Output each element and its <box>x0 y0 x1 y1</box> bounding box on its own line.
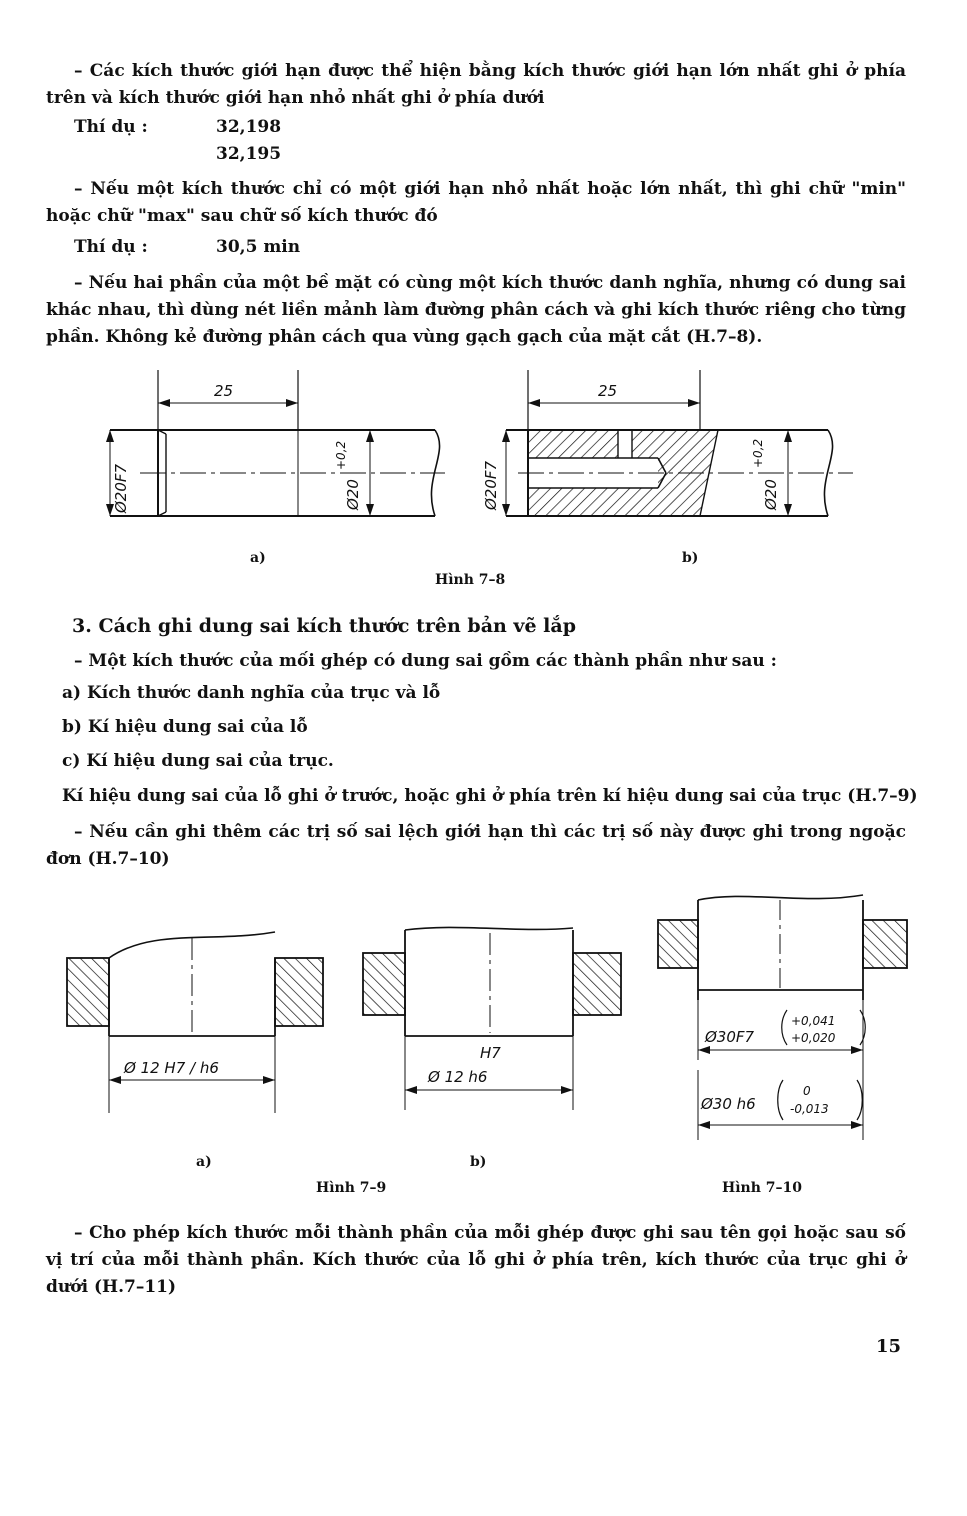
paragraph-min-max: – Nếu một kích thước chỉ có một giới hạn nhỏ nhất hoặc lớn nhất, thì ghi chữ "min" hoặc chữ "max" sau chữ số kích thước đó <box>46 179 906 226</box>
figure-7-8-a <box>100 368 445 528</box>
fig710-shaft-lower-deviation: -0,013 <box>790 1102 829 1116</box>
fig78-sub-b: b) <box>682 550 699 566</box>
fig79-sub-b: b) <box>470 1154 487 1170</box>
fig78b-length-label: 25 <box>598 382 618 400</box>
fig710-shaft-upper-deviation: 0 <box>803 1084 811 1098</box>
paragraph-separation-line: – Nếu hai phần của một bề mặt có cùng một kích thước danh nghĩa, nhưng có dung sai khác nhau, thì dùng nét liền mảnh làm đường phân cách và ghi kích thước riêng cho từng phần. Không kẻ đường phân cách qua vùng gạch gạch của mặt cắt (H.7–8). <box>46 273 906 347</box>
figure-7-10 <box>655 885 910 1150</box>
figure-7-9-b <box>358 918 633 1118</box>
fig710-shaft-diameter: Ø30 h6 <box>701 1095 756 1113</box>
fig710-hole-lower-deviation: +0,020 <box>791 1031 836 1045</box>
section-3-heading: 3. Cách ghi dung sai kích thước trên bản vẽ lắp <box>72 615 576 637</box>
page-number: 15 <box>875 1336 901 1357</box>
example-lower-value: 32,195 <box>216 144 282 164</box>
list-line-1: – Một kích thước của mối ghép có dung sai gồm các thành phần như sau : <box>74 651 777 671</box>
fig710-hole-diameter: Ø30F7 <box>705 1028 755 1046</box>
fig710-caption: Hình 7–10 <box>722 1180 803 1196</box>
fig79a-fit-label: Ø 12 H7 / h6 <box>124 1059 219 1077</box>
fig78a-right-diameter: Ø20 <box>344 479 362 510</box>
fig78b-left-diameter: Ø20F7 <box>482 460 500 510</box>
paragraph-component-sizes: – Cho phép kích thước mỗi thành phần của mỗi ghép được ghi sau tên gọi hoặc sau số vị trí của mỗi thành phần. Kích thước của lỗ ghi ở phía trên, kích thước của trục ghi ở dưới (H.7–11) <box>46 1223 906 1297</box>
example-upper-value: 32,198 <box>216 117 282 137</box>
fig78a-length-label: 25 <box>214 382 234 400</box>
example-label-1: Thí dụ : <box>74 117 148 137</box>
fig710-hole-upper-deviation: +0,041 <box>791 1014 836 1028</box>
fig79b-shaft-tolerance: Ø 12 h6 <box>428 1068 488 1086</box>
paragraph-limit-dimensions: – Các kích thước giới hạn được thể hiện bằng kích thước giới hạn lớn nhất ghi ở phía trên và kích thước giới hạn nhỏ nhất ghi ở phía dưới <box>46 61 906 108</box>
list-line-a: a) Kích thước danh nghĩa của trục và lỗ <box>62 683 441 703</box>
figure-7-8-b <box>478 368 858 533</box>
example-label-2: Thí dụ : <box>74 237 148 257</box>
fig78-sub-a: a) <box>250 550 266 566</box>
fig78b-right-diameter: Ø20 <box>762 479 780 510</box>
fig79-sub-a: a) <box>196 1154 212 1170</box>
fig78a-left-diameter: Ø20F7 <box>112 463 130 513</box>
list-line-c: c) Kí hiệu dung sai của trục. <box>62 751 334 771</box>
list-line-b: b) Kí hiệu dung sai của lỗ <box>62 717 308 737</box>
list-line-hole-first: Kí hiệu dung sai của lỗ ghi ở trước, hoặc ghi ở phía trên kí hiệu dung sai của trục (H.7–9) <box>62 786 918 806</box>
fig78a-right-tolerance: +0,2 <box>334 440 348 470</box>
fig79b-hole-tolerance: H7 <box>480 1044 501 1062</box>
paragraph-deviation-values: – Nếu cần ghi thêm các trị số sai lệch giới hạn thì các trị số này được ghi trong ngoặc đơn (H.7–10) <box>46 822 906 869</box>
fig79-caption: Hình 7–9 <box>316 1180 387 1196</box>
fig78-caption: Hình 7–8 <box>435 572 506 588</box>
fig78b-right-tolerance: +0,2 <box>751 438 765 468</box>
figure-7-9-a <box>62 918 337 1118</box>
example-min-value: 30,5 min <box>216 237 301 257</box>
